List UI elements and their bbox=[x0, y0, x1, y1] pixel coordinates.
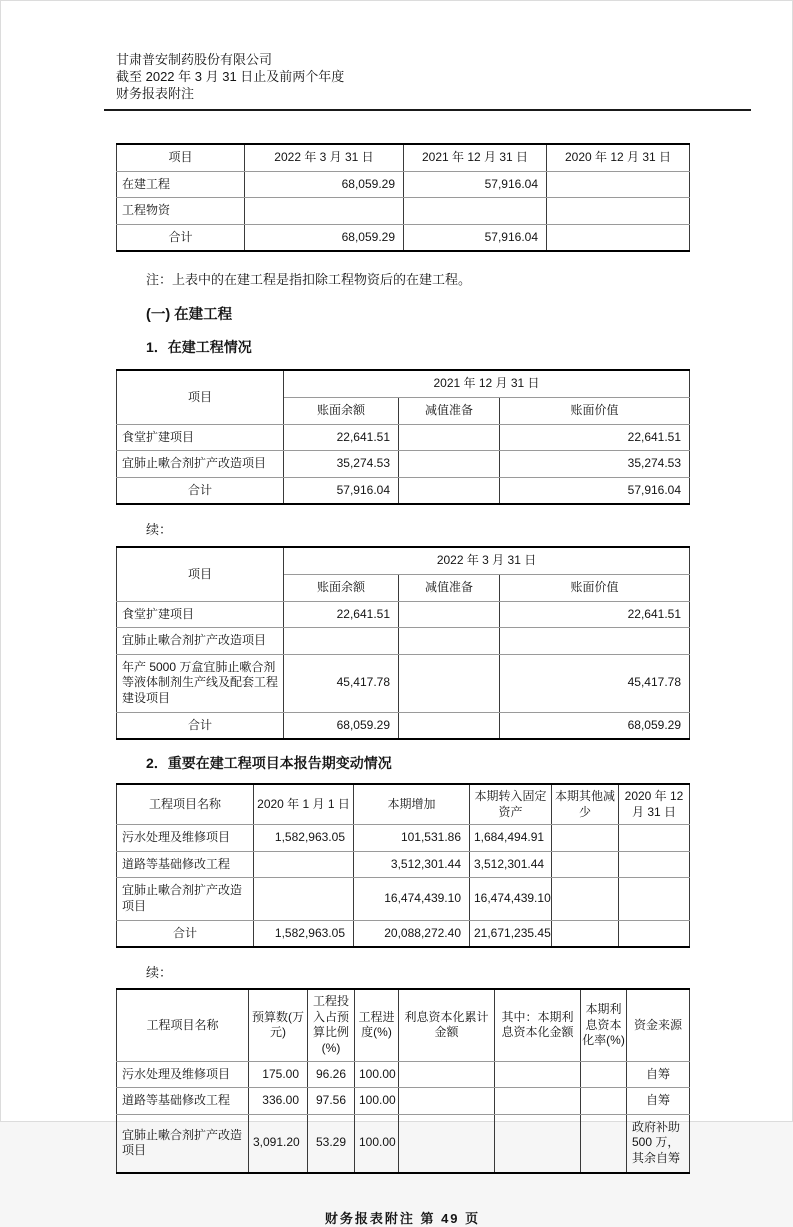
cell-value: 100.00 bbox=[355, 1061, 399, 1088]
column-header: 利息资本化累计金额 bbox=[399, 989, 495, 1061]
cell-value bbox=[581, 1088, 627, 1115]
cell-value bbox=[399, 1061, 495, 1088]
row-label: 道路等基础修改工程 bbox=[117, 1088, 249, 1115]
cip-movement-cont-table bbox=[116, 988, 690, 1173]
table-row bbox=[117, 171, 690, 198]
subsection-heading: 1．在建工程情况 bbox=[146, 339, 252, 356]
cell-value: 57,916.04 bbox=[404, 171, 547, 198]
table-row bbox=[117, 654, 690, 712]
cell-value bbox=[399, 1088, 495, 1115]
cell-value: 45,417.78 bbox=[284, 654, 399, 712]
cell-value: 16,474,439.10 bbox=[354, 878, 470, 920]
cell-value: 100.00 bbox=[355, 1114, 399, 1172]
cell-value: 175.00 bbox=[249, 1061, 308, 1088]
table-row bbox=[117, 878, 690, 920]
table-row bbox=[117, 198, 690, 225]
cell-value: 68,059.29 bbox=[245, 224, 404, 251]
report-title: 财务报表附注 bbox=[116, 86, 195, 101]
total-row bbox=[117, 224, 690, 251]
total-row bbox=[117, 712, 690, 739]
table-row bbox=[117, 1088, 690, 1115]
column-header: 本期利息资本化率(%) bbox=[581, 989, 627, 1061]
table-row bbox=[117, 424, 690, 451]
section-heading: (一) 在建工程 bbox=[146, 307, 233, 324]
cell-value: 16,474,439.10 bbox=[470, 878, 552, 920]
cell-value: 45,417.78 bbox=[500, 654, 690, 712]
cell-value bbox=[552, 851, 619, 878]
column-header: 减值准备 bbox=[399, 574, 500, 601]
cell-value bbox=[552, 825, 619, 852]
cell-value: 96.26 bbox=[308, 1061, 355, 1088]
cell-value bbox=[619, 878, 690, 920]
column-header: 本期其他减少 bbox=[552, 784, 619, 825]
cell-value bbox=[399, 451, 500, 478]
funding-source-cell: 自筹 bbox=[627, 1061, 690, 1088]
table-row bbox=[117, 851, 690, 878]
cell-value: 22,641.51 bbox=[500, 424, 690, 451]
row-label: 食堂扩建项目 bbox=[117, 601, 284, 628]
cell-value bbox=[404, 198, 547, 225]
cell-value: 101,531.86 bbox=[354, 825, 470, 852]
cell-value bbox=[547, 224, 690, 251]
column-header: 工程项目名称 bbox=[117, 784, 254, 825]
cell-value bbox=[399, 712, 500, 739]
cell-value: 3,512,301.44 bbox=[354, 851, 470, 878]
row-label: 宜肺止嗽合剂扩产改造项目 bbox=[117, 1114, 249, 1172]
column-header: 预算数(万元) bbox=[249, 989, 308, 1061]
column-header: 工程进度(%) bbox=[355, 989, 399, 1061]
cell-value bbox=[619, 825, 690, 852]
table-header-row bbox=[117, 989, 690, 1061]
cell-value bbox=[495, 1114, 581, 1172]
row-label: 合计 bbox=[117, 224, 245, 251]
report-period: 截至 2022 年 3 月 31 日止及前两个年度 bbox=[116, 69, 345, 84]
row-label: 宜肺止嗽合剂扩产改造项目 bbox=[117, 878, 254, 920]
cell-value: 22,641.51 bbox=[284, 601, 399, 628]
cell-value: 53.29 bbox=[308, 1114, 355, 1172]
row-label: 道路等基础修改工程 bbox=[117, 851, 254, 878]
row-label: 污水处理及维修项目 bbox=[117, 1061, 249, 1088]
column-header: 账面余额 bbox=[284, 397, 399, 424]
funding-source-cell: 政府补助 500 万，其余自筹 bbox=[627, 1114, 690, 1172]
date-header: 2022 年 3 月 31 日 bbox=[284, 547, 690, 574]
table-note: 注：上表中的在建工程是指扣除工程物资后的在建工程。 bbox=[146, 272, 472, 288]
total-row bbox=[117, 920, 690, 947]
row-label: 合计 bbox=[117, 920, 254, 947]
row-label: 宜肺止嗽合剂扩产改造项目 bbox=[117, 628, 284, 655]
cell-value: 68,059.29 bbox=[284, 712, 399, 739]
page-content bbox=[116, 1, 689, 1227]
cell-value: 1,684,494.91 bbox=[470, 825, 552, 852]
cell-value bbox=[399, 654, 500, 712]
cip-summary-table bbox=[116, 143, 690, 252]
table-header-row bbox=[117, 547, 690, 574]
cell-value bbox=[619, 851, 690, 878]
cell-value: 20,088,272.40 bbox=[354, 920, 470, 947]
table-header-row bbox=[117, 144, 690, 171]
cell-value: 21,671,235.45 bbox=[470, 920, 552, 947]
column-header: 其中：本期利息资本化金额 bbox=[495, 989, 581, 1061]
cell-value bbox=[547, 171, 690, 198]
cell-value: 1,582,963.05 bbox=[254, 825, 354, 852]
cip-detail-2022-table bbox=[116, 546, 690, 740]
cell-value bbox=[254, 851, 354, 878]
cip-detail-2021-table bbox=[116, 369, 690, 505]
subsection-heading: 2．重要在建工程项目本报告期变动情况 bbox=[146, 755, 392, 772]
column-header: 资金来源 bbox=[627, 989, 690, 1061]
cell-value bbox=[399, 628, 500, 655]
funding-source-cell: 自筹 bbox=[627, 1088, 690, 1115]
cell-value: 22,641.51 bbox=[284, 424, 399, 451]
row-label: 污水处理及维修项目 bbox=[117, 825, 254, 852]
cell-value: 35,274.53 bbox=[284, 451, 399, 478]
table-row bbox=[117, 1061, 690, 1088]
document-header bbox=[116, 1, 689, 102]
cell-value bbox=[399, 424, 500, 451]
column-header: 2021 年 12 月 31 日 bbox=[404, 144, 547, 171]
cell-value bbox=[399, 601, 500, 628]
cell-value: 22,641.51 bbox=[500, 601, 690, 628]
total-row bbox=[117, 477, 690, 504]
column-header: 2022 年 3 月 31 日 bbox=[245, 144, 404, 171]
row-label: 合计 bbox=[117, 477, 284, 504]
table-row bbox=[117, 451, 690, 478]
header-divider bbox=[104, 109, 751, 111]
row-label: 工程物资 bbox=[117, 198, 245, 225]
column-header: 项目 bbox=[117, 370, 284, 424]
cell-value bbox=[552, 878, 619, 920]
cell-value bbox=[245, 198, 404, 225]
cell-value: 3,512,301.44 bbox=[470, 851, 552, 878]
row-label: 宜肺止嗽合剂扩产改造项目 bbox=[117, 451, 284, 478]
row-label: 合计 bbox=[117, 712, 284, 739]
page-footer: 财务报表附注 第 49 页 bbox=[324, 1210, 481, 1226]
column-header: 工程项目名称 bbox=[117, 989, 249, 1061]
continuation-label: 续： bbox=[146, 522, 173, 538]
column-header: 项目 bbox=[117, 547, 284, 601]
cell-value bbox=[500, 628, 690, 655]
row-label: 在建工程 bbox=[117, 171, 245, 198]
table-row bbox=[117, 601, 690, 628]
column-header: 本期转入固定资产 bbox=[470, 784, 552, 825]
cell-value bbox=[495, 1088, 581, 1115]
cell-value bbox=[619, 920, 690, 947]
cell-value: 100.00 bbox=[355, 1088, 399, 1115]
row-label: 食堂扩建项目 bbox=[117, 424, 284, 451]
cell-value bbox=[495, 1061, 581, 1088]
cell-value bbox=[399, 1114, 495, 1172]
cell-value: 57,916.04 bbox=[284, 477, 399, 504]
table-row bbox=[117, 1114, 690, 1172]
cell-value: 336.00 bbox=[249, 1088, 308, 1115]
column-header: 账面价值 bbox=[500, 397, 690, 424]
table-row bbox=[117, 628, 690, 655]
cell-value bbox=[284, 628, 399, 655]
column-header: 工程投入占预算比例(%) bbox=[308, 989, 355, 1061]
column-header: 2020 年 12 月 31 日 bbox=[547, 144, 690, 171]
cip-movement-table bbox=[116, 783, 690, 948]
cell-value: 97.56 bbox=[308, 1088, 355, 1115]
company-name: 甘肃普安制药股份有限公司 bbox=[116, 52, 273, 67]
table-row bbox=[117, 825, 690, 852]
cell-value bbox=[581, 1114, 627, 1172]
table-header-row bbox=[117, 784, 690, 825]
cell-value bbox=[552, 920, 619, 947]
column-header: 2020 年 12 月 31 日 bbox=[619, 784, 690, 825]
column-header: 账面价值 bbox=[500, 574, 690, 601]
row-label: 年产 5000 万盒宜肺止嗽合剂等液体制剂生产线及配套工程建设项目 bbox=[117, 654, 284, 712]
cell-value: 57,916.04 bbox=[500, 477, 690, 504]
cell-value: 35,274.53 bbox=[500, 451, 690, 478]
table-header-row bbox=[117, 370, 690, 397]
cell-value bbox=[254, 878, 354, 920]
column-header: 2020 年 1 月 1 日 bbox=[254, 784, 354, 825]
date-header: 2021 年 12 月 31 日 bbox=[284, 370, 690, 397]
continuation-label: 续： bbox=[146, 965, 173, 981]
cell-value bbox=[581, 1061, 627, 1088]
column-header: 本期增加 bbox=[354, 784, 470, 825]
column-header: 减值准备 bbox=[399, 397, 500, 424]
column-header: 账面余额 bbox=[284, 574, 399, 601]
cell-value: 68,059.29 bbox=[245, 171, 404, 198]
cell-value: 57,916.04 bbox=[404, 224, 547, 251]
cell-value bbox=[399, 477, 500, 504]
cell-value: 1,582,963.05 bbox=[254, 920, 354, 947]
column-header: 项目 bbox=[117, 144, 245, 171]
cell-value: 68,059.29 bbox=[500, 712, 690, 739]
cell-value bbox=[547, 198, 690, 225]
cell-value: 3,091.20 bbox=[249, 1114, 308, 1172]
